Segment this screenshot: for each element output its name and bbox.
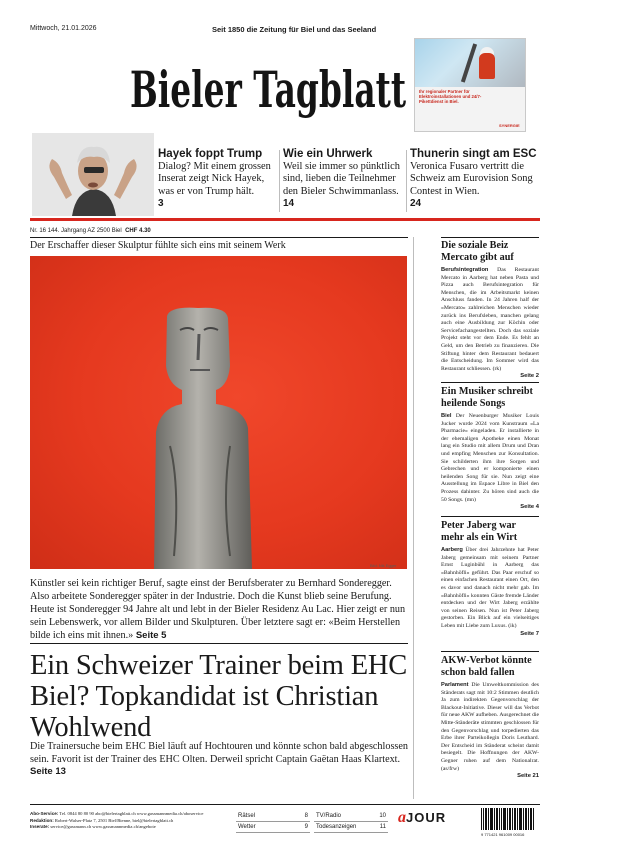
sculpture-photo[interactable] <box>30 256 407 569</box>
sidebar-body: Parlament Die Umweltkommission des Ständerats sagt mit 10:2 Stimmen deutlich Ja zum indirekten Gegenvorschlag der Blackout-Initiative. Dieser will das Verbot für neue AKW aufheben. Ausgerechnet die Mitte-Ständeräte stimmten geschlossen für den Gegenvorschlag und torpedierten das Erbe ihrer Parteikollegin Doris Leuthard. Der Entscheid im Ständerat scheint damit besiegelt. Die Hoffnungen der AKW-Gegner ruhen auf dem Nationalrat. (as/frw) <box>441 682 539 772</box>
ad-text: Ihr regionaler Partner für Elektroinstallationen und 24/7-Pikettdienst in Biel. <box>419 89 482 105</box>
index-row: Wetter 9 <box>236 822 310 833</box>
advertisement[interactable] <box>414 38 526 132</box>
sidebar-rule <box>441 237 539 238</box>
teaser-page: 24 <box>410 197 422 209</box>
ad-worker-figure <box>479 53 495 79</box>
sidebar-rule <box>441 382 539 383</box>
barcode-number: 9 771421 961009 00016 <box>481 832 525 837</box>
sidebar-title: Ein Musiker schreibt heilende Songs <box>441 386 533 409</box>
lead-page-ref: Seite 13 <box>30 766 66 777</box>
hayek-photo <box>32 133 154 216</box>
masthead-title: Bieler Tagblatt <box>130 60 406 119</box>
teaser-divider <box>406 150 407 212</box>
newspaper-logo <box>128 52 408 122</box>
sidebar-body: Biel Der Neuenburger Musiker Louis Jucker wurde 2024 vom Kunstraum «La Pharmacie» eingeladen. Er installierte in der ehemaligen Apotheke einen Monat lang ein Studio mit allem Drum und Dran und empfing Menschen zur Konsultation. Sie schilderten ihm ihre Sorgen und Gebrechen und er komponierte einen heilenden Song für sie. Nun zeigt eine Ausstellung im Espace Libre in Biel den Prozess dahinter. Zu hören sind auch die 50 Songs. (mn) <box>441 413 539 503</box>
index-table-right <box>314 811 388 833</box>
lead-text: Die Trainersuche beim EHC Biel läuft auf Hochtouren und könnte schon bald abgeschlossen sein. Favorit ist der Trainer des EHC Olten. Derweil spricht Captain Gaëtan Haas Klartext. Seite 13 <box>30 741 408 777</box>
sidebar-body: Aarberg Über drei Jahrzehnte hat Peter Jaberg gemeinsam mit seinem Partner Ernst Luginbühl in Aarberg das «Bahnhöfli» geführt. Das Paar erschuf so einen einfachen Restaurant einen Ort, den es davor und danach nicht mehr gab. Im «Bahnhöfli» konnten Gäste fremde Länder entdecken und der Wirt Jaberg erzählte von seinen Reisen. Nun ist Peter Jaberg gestorben. Ein Blick auf ein vielseitiges Leben mit Liebe zum Luxus. (ik) <box>441 547 539 629</box>
teaser-page: 14 <box>283 197 295 209</box>
sidebar-title: Die soziale Beiz Mercato gibt auf <box>441 240 514 263</box>
teaser-body: Weil sie immer so pünktlich sind, lieben die Teilnehmer den Bieler Schwimmanlass. <box>283 161 400 197</box>
teaser-body: Veronica Fusaro vertritt die Schweiz am Eurovision Song Contest in Wien. <box>410 161 533 197</box>
sidebar-story-musiker[interactable] <box>441 386 539 510</box>
teaser-headline: Wie ein Uhrwerk <box>283 148 373 160</box>
masthead-tagline: Seit 1850 die Zeitung für Biel und das Seeland <box>212 25 377 34</box>
sidebar-rule <box>441 651 539 652</box>
barcode <box>481 808 535 830</box>
index-table-left <box>236 811 310 833</box>
photo-kicker: Der Erschaffer dieser Skulptur fühlte sich eins mit seinem Werk <box>30 240 286 251</box>
sidebar-page-ref: Seite 7 <box>520 630 539 637</box>
teaser-headline: Thunerin singt am ESC <box>410 148 537 160</box>
index-row: Todesanzeigen 11 <box>314 822 388 833</box>
sidebar-story-akw[interactable] <box>441 655 539 779</box>
footer-rule <box>30 804 540 805</box>
caption-page-ref: Seite 5 <box>135 629 167 641</box>
issue-date: Mittwoch, 21.01.2026 <box>30 25 97 32</box>
index-row: TV/Radio 10 <box>314 811 388 822</box>
sidebar-page-ref: Seite 4 <box>520 504 539 511</box>
teaser-uhrwerk[interactable] <box>283 148 405 209</box>
masthead-red-rule <box>30 218 540 221</box>
issue-price: CHF 4.30 <box>125 228 151 234</box>
issue-info: Nr. 16 144. Jahrgang AZ 2500 Biel CHF 4.30 <box>30 228 151 234</box>
footer-contacts: Abo-Service: Tel. 0844 80 80 90 abo@bielertagblatt.ch www.gassmannmedia.ch/aboservice Redaktion: Robert-Walser-Platz 7, 2501 Biel/Bienne, biel@bielertagblatt.ch Inserate: service@gassmann.ch www.gassmannmedia.ch/angebote <box>30 811 204 829</box>
photo-caption: Künstler sei kein richtiger Beruf, sagte einst der Berufsberater zu Bernhard Sonderegger. Also arbeitete Sonderegger später in der Industrie. Doch die Kunst blieb seine Berufung. Heute ist Sonderegger 94 Jahre alt und lebt in der Bieler Residenz Au Lac. Hier zeigt er nun sein Lebenswerk, vor allem Bilder und Skulpturen. Über letztere sagt er: «Beim Herstellen bilde ich eins mit ihnen.» Seite 5 <box>30 578 406 641</box>
ajour-logo[interactable]: aJOUR <box>398 809 447 826</box>
sidebar-page-ref: Seite 2 <box>520 373 539 380</box>
sidebar-title: Peter Jaberg war mehr als ein Wirt <box>441 520 518 543</box>
column-divider <box>413 237 414 799</box>
teaser-body: Dialog? Mit einem grossen Inserat zeigt Nick Hayek, was er von Trump hält. <box>158 161 271 197</box>
sidebar-story-jaberg[interactable] <box>441 520 539 637</box>
lead-headline[interactable]: Ein Schweizer Trainer beim EHC Biel? Topkandidat ist Christian Wohlwend <box>30 650 408 743</box>
sidebar-body: Berufsintegration Das Restaurant Mercato in Aarberg hat neben Pasta und Pizza auch Berufsintegration für Menschen, die im Arbeitsmarkt keinen Anschluss fanden. In 24 Jahren half der «Mercato» zahlreichen Menschen wieder zurück ins Berufsleben, manchen gelang auch eine Ausbildung zur Köchin oder Servicefachangestellten. Doch das soziale Projekt steht vor dem Ende. Es fehlt an Geld, um den Betrieb zu finanzieren. Die Stiftung hinter dem Restaurant bedauert die Entscheidung. Im Sommer wird das Restaurant schliessen. (rk) <box>441 267 540 372</box>
teaser-headline: Hayek foppt Trump <box>158 148 263 160</box>
ad-brand: SYNERGIE <box>499 123 520 128</box>
sidebar-page-ref: Seite 21 <box>517 773 539 780</box>
sidebar-story-mercato[interactable] <box>441 240 539 379</box>
teaser-page: 3 <box>158 197 164 209</box>
sidebar-rule <box>441 516 539 517</box>
issue-rule <box>30 237 408 238</box>
teaser-hayek[interactable] <box>158 148 280 209</box>
teaser-divider <box>279 150 280 212</box>
teaser-esc[interactable] <box>410 148 538 209</box>
index-row: Rätsel 8 <box>236 811 310 822</box>
photo-credit: Bild: Nik Egger <box>370 563 397 568</box>
sidebar-title: AKW-Verbot könnte schon bald fallen <box>441 655 532 678</box>
story-rule <box>30 643 408 644</box>
